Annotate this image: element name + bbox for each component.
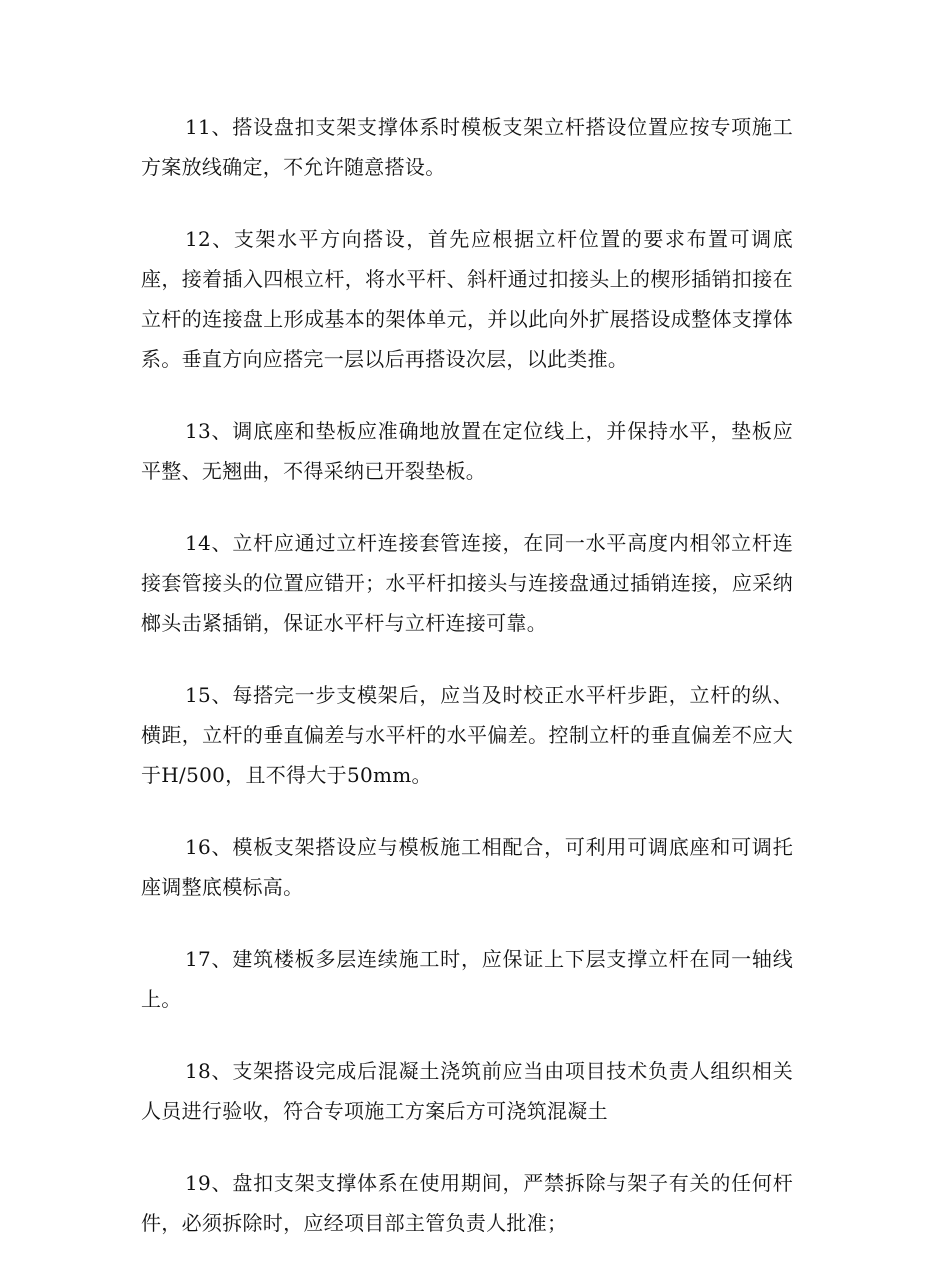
- document-body: [141, 107, 793, 1275]
- paragraph-12: 12、支架水平方向搭设，首先应根据立杆位置的要求布置可调底座，接着插入四根立杆，将水平杆、斜杆通过扣接头上的楔形插销扣接在立杆的连接盘上形成基本的架体单元，并以此向外扩展搭设成整体支撑体系。垂直方向应搭完一层以后再搭设次层，以此类推。: [141, 227, 793, 371]
- paragraph-18: 18、支架搭设完成后混凝土浇筑前应当由项目技术负责人组织相关人员进行验收，符合专项施工方案后方可浇筑混凝土: [141, 1059, 793, 1123]
- paragraph-17: 17、建筑楼板多层连续施工时，应保证上下层支撑立杆在同一轴线上。: [141, 947, 793, 1011]
- paragraph-15: 15、每搭完一步支模架后，应当及时校正水平杆步距，立杆的纵、横距，立杆的垂直偏差与水平杆的水平偏差。控制立杆的垂直偏差不应大于H/500，且不得大于50mm。: [141, 683, 793, 787]
- paragraph-11: 11、搭设盘扣支架支撑体系时模板支架立杆搭设位置应按专项施工方案放线确定，不允许随意搭设。: [141, 115, 793, 179]
- paragraph-13: 13、调底座和垫板应准确地放置在定位线上，并保持水平，垫板应平整、无翘曲，不得采纳已开裂垫板。: [141, 419, 793, 483]
- paragraph-19: 19、盘扣支架支撑体系在使用期间，严禁拆除与架子有关的任何杆件，必须拆除时，应经项目部主管负责人批准；: [141, 1171, 793, 1235]
- paragraph-16: 16、模板支架搭设应与模板施工相配合，可利用可调底座和可调托座调整底模标高。: [141, 835, 793, 899]
- paragraph-14: 14、立杆应通过立杆连接套管连接，在同一水平高度内相邻立杆连接套管接头的位置应错开；水平杆扣接头与连接盘通过插销连接，应采纳榔头击紧插销，保证水平杆与立杆连接可靠。: [141, 531, 793, 635]
